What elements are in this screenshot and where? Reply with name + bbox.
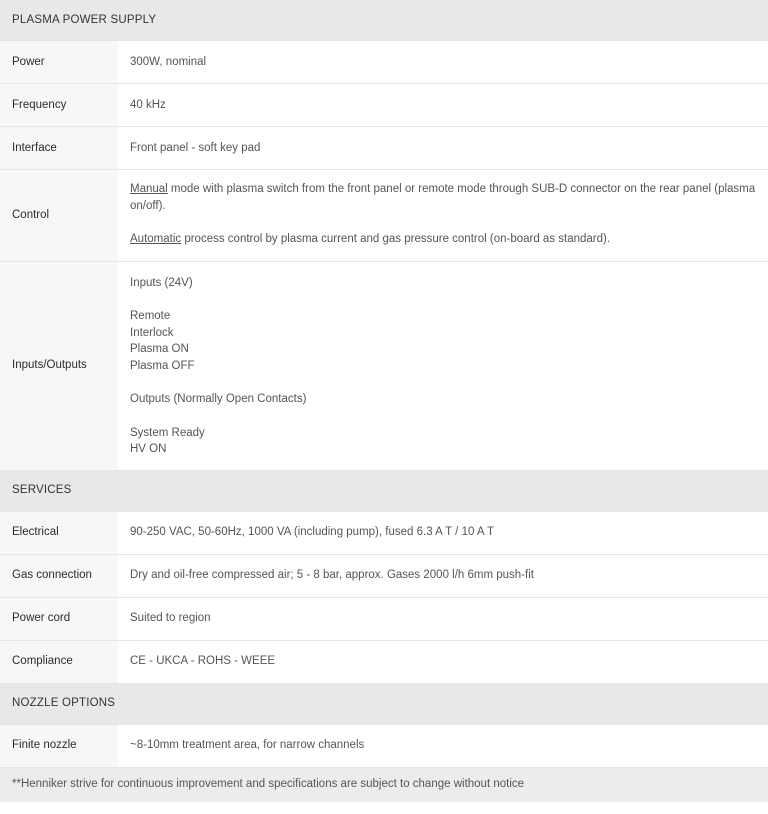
section-header-services (0, 470, 768, 511)
automatic-description: process control by plasma current and gas pressure control (on-board as standard). (181, 233, 611, 245)
spec-label: Electrical (0, 511, 118, 554)
spec-row-power (0, 41, 768, 84)
spec-label: Control (0, 170, 118, 262)
footer-note-row (0, 767, 768, 802)
footer-note: **Henniker strive for continuous improvement and specifications are subject to change without notice (0, 767, 768, 802)
spec-label: Inputs/Outputs (0, 261, 118, 470)
input-item: Interlock (130, 326, 174, 339)
spec-value (118, 261, 768, 470)
input-item: Plasma OFF (130, 359, 195, 372)
manual-term: Manual (130, 183, 168, 195)
spec-value (118, 170, 768, 262)
spec-label: Interface (0, 127, 118, 170)
manual-description: mode with plasma switch from the front panel or remote mode through SUB-D connector on the rear panel (plasma on/off). (130, 183, 756, 212)
input-item: Plasma ON (130, 343, 189, 355)
spec-row-gas-connection (0, 554, 768, 597)
section-title: PLASMA POWER SUPPLY (0, 0, 768, 41)
section-title: SERVICES (0, 470, 768, 511)
output-item: HV ON (130, 443, 167, 455)
control-manual-text (130, 181, 756, 214)
inputs-heading: Inputs (24V) (130, 276, 193, 289)
spec-row-power-cord (0, 597, 768, 640)
spec-label: Compliance (0, 640, 118, 683)
control-automatic-text (130, 231, 756, 248)
spec-row-finite-nozzle (0, 724, 768, 767)
spec-row-interface (0, 127, 768, 170)
spec-row-frequency (0, 84, 768, 127)
output-item: System Ready (130, 426, 205, 439)
section-header-plasma-power-supply (0, 0, 768, 41)
spec-label: Frequency (0, 84, 118, 127)
automatic-term: Automatic (130, 233, 182, 245)
spec-label: Gas connection (0, 554, 118, 597)
spec-value: 300W, nominal (118, 41, 768, 84)
section-header-nozzle-options (0, 683, 768, 724)
spec-value: Front panel - soft key pad (118, 127, 768, 170)
spec-value: CE - UKCA - ROHS - WEEE (118, 640, 768, 683)
spec-value: Dry and oil-free compressed air; 5 - 8 bar, approx. Gases 2000 l/h 6mm push-fit (118, 554, 768, 597)
spec-value: 40 kHz (118, 84, 768, 127)
outputs-heading: Outputs (Normally Open Contacts) (130, 393, 307, 405)
spec-value: ~8-10mm treatment area, for narrow channels (118, 724, 768, 767)
spec-label: Power (0, 41, 118, 84)
spec-label: Power cord (0, 597, 118, 640)
spec-row-inputs-outputs (0, 261, 768, 470)
spec-label: Finite nozzle (0, 724, 118, 767)
spec-row-compliance (0, 640, 768, 683)
input-item: Remote (130, 310, 171, 322)
spec-row-control (0, 170, 768, 262)
spec-value: 90-250 VAC, 50-60Hz, 1000 VA (including pump), fused 6.3 A T / 10 A T (118, 511, 768, 554)
spec-value: Suited to region (118, 597, 768, 640)
spec-row-electrical (0, 511, 768, 554)
section-title: NOZZLE OPTIONS (0, 683, 768, 724)
